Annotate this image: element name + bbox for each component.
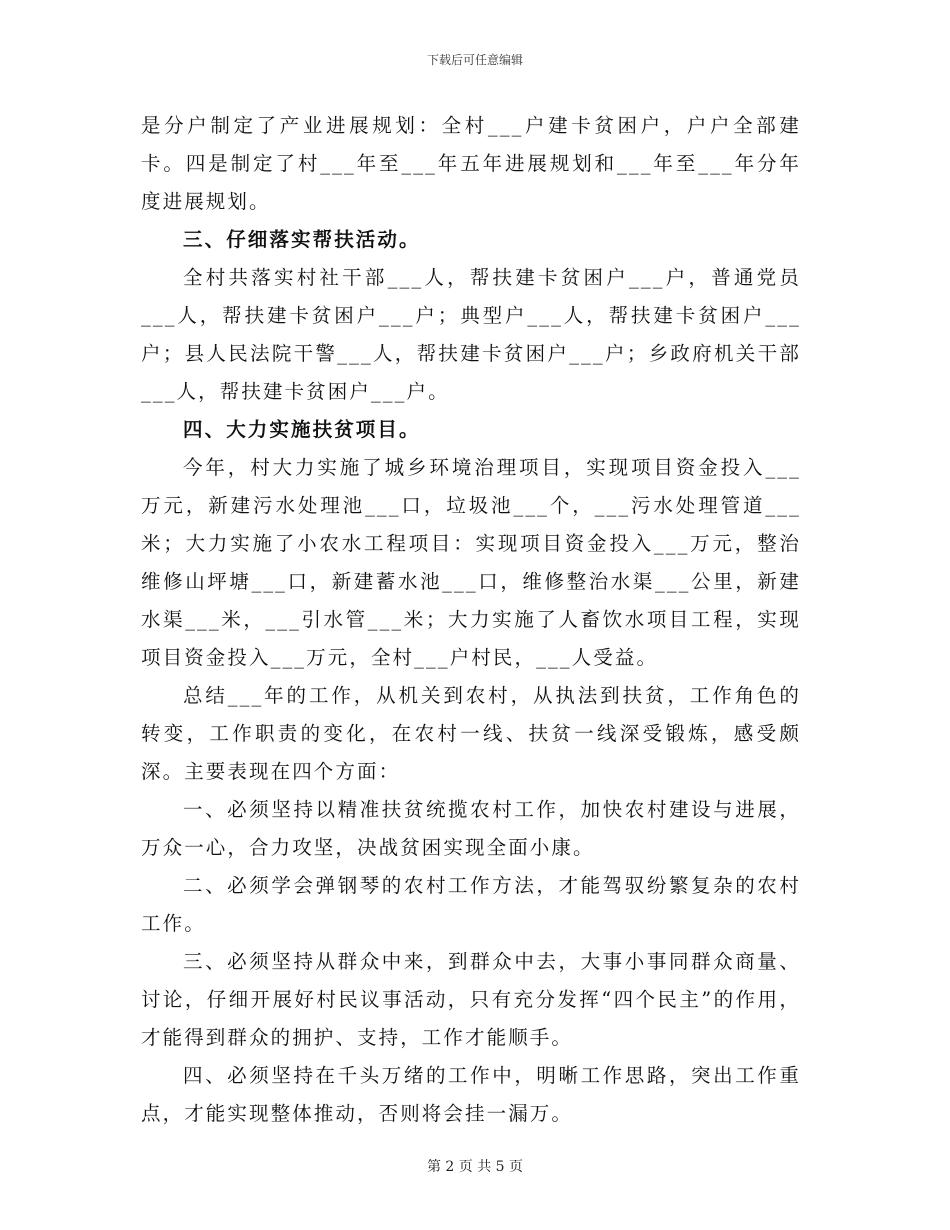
page-footer: 第 2 页 共 5 页 bbox=[426, 1159, 524, 1175]
paragraph-point-1: 一、必须坚持以精准扶贫统揽农村工作，加快农村建设与进展，万众一心，合力攻坚，决战贫困实现全面小康。 bbox=[141, 798, 801, 859]
paragraph-point-4: 四、必须坚持在千头万绪的工作中，明晰工作思路，突出工作重点，才能实现整体推动，否则将会挂一漏万。 bbox=[141, 1064, 801, 1125]
paragraph-point-3: 三、必须坚持从群众中来，到群众中去，大事小事同群众商量、讨论，仔细开展好村民议事活动，只有充分发挥“四个民主”的作用，才能得到群众的拥护、支持，工作才能顺手。 bbox=[141, 950, 801, 1049]
section-heading-3: 三、仔细落实帮扶活动。 bbox=[183, 228, 421, 251]
section-heading-4: 四、大力实施扶贫项目。 bbox=[183, 418, 421, 441]
paragraph-point-2: 二、必须学会弹钢琴的农村工作方法，才能驾驭纷繁复杂的农村工作。 bbox=[141, 874, 801, 935]
paragraph-summary: 总结___年的工作，从机关到农村，从执法到扶贫，工作角色的转变，工作职责的变化，在农村一线、扶贫一线深受锻炼，感受颇深。主要表现在四个方面： bbox=[141, 684, 801, 783]
page-header: 下载后可任意编辑 bbox=[426, 53, 523, 67]
paragraph-assistance: 全村共落实村社干部___人，帮扶建卡贫困户___户，普通党员___人，帮扶建卡贫困户___户；典型户___人，帮扶建卡贫困户___户；县人民法院干警___人，帮扶建卡贫困户___户；乡政府机关干部___人，帮扶建卡贫困户___户。 bbox=[141, 266, 801, 403]
paragraph-projects: 今年，村大力实施了城乡环境治理项目，实现项目资金投入___万元，新建污水处理池___口，垃圾池___个，___污水处理管道___米；大力实施了小农水工程项目：实现项目资金投入___万元，整治维修山坪塘___口，新建蓄水池___口，维修整治水渠___公里，新建水渠___米，___引水管___米；大力实施了人畜饮水项目工程，实现项目资金投入___万元，全村___户村民，___人受益。 bbox=[141, 456, 801, 669]
paragraph-planning-continued: 是分户制定了产业进展规划：全村___户建卡贫困户，户户全部建卡。四是制定了村___年至___年五年进展规划和___年至___年分年度进展规划。 bbox=[141, 114, 802, 213]
document-body bbox=[141, 107, 801, 1133]
